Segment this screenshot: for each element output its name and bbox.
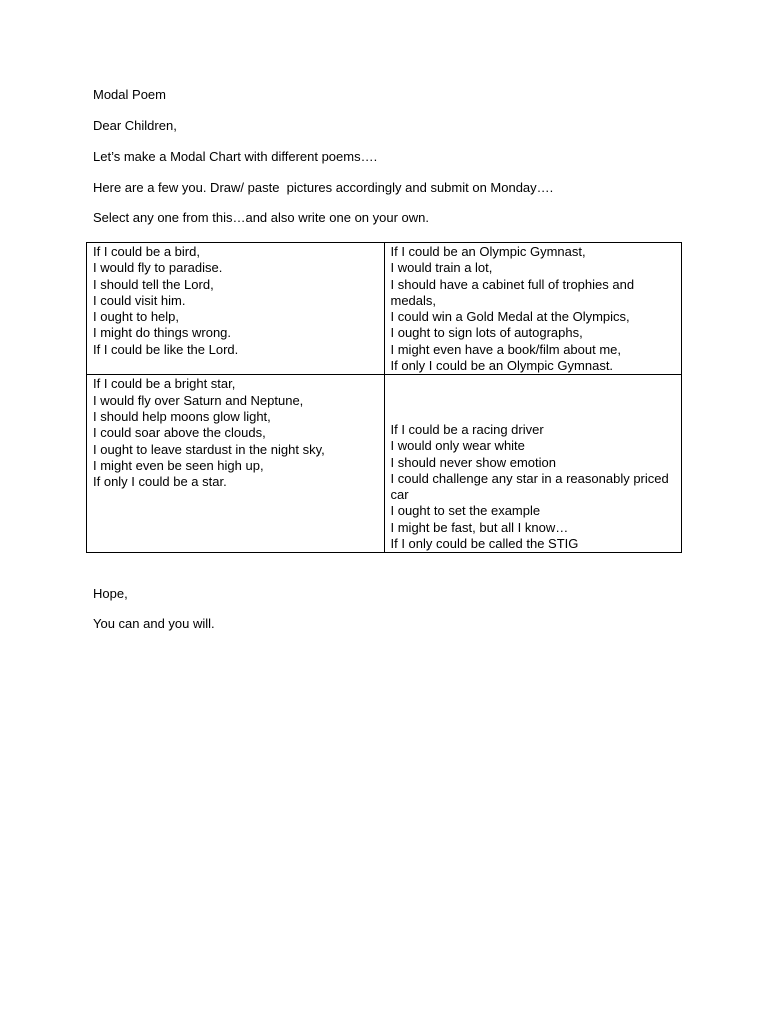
poem-line: I ought to leave stardust in the night sky, bbox=[93, 441, 325, 457]
closing-line: You can and you will. bbox=[93, 616, 215, 631]
poem-line: If I could be a bright star, bbox=[93, 376, 236, 392]
poem-line: I ought to help, bbox=[93, 309, 180, 325]
poem-line: If I could be a racing driver bbox=[390, 422, 544, 437]
table-row bbox=[87, 375, 682, 553]
poem-line: I would only wear white bbox=[390, 438, 525, 454]
poem-line: If I only could be called the STIG bbox=[390, 536, 579, 552]
poem-cell-driver bbox=[384, 375, 682, 553]
document-title: Modal Poem bbox=[93, 87, 166, 102]
poem-line: If I could be like the Lord. bbox=[93, 341, 239, 357]
poem-line: I could visit him. bbox=[93, 292, 186, 308]
poem-line: If I could be an Olympic Gymnast, bbox=[390, 244, 586, 259]
poem-cell-gymnast bbox=[384, 243, 682, 375]
closing-hope: Hope, bbox=[93, 586, 128, 601]
poem-table bbox=[86, 242, 682, 553]
instruction-paragraph: Here are a few you. Draw/ paste pictures accordingly and submit on Monday…. bbox=[93, 180, 554, 195]
poem-cell-star bbox=[87, 375, 385, 553]
poem-line: I might even have a book/film about me, bbox=[390, 341, 622, 357]
greeting: Dear Children, bbox=[93, 118, 177, 133]
poem-line: I ought to sign lots of autographs, bbox=[390, 325, 583, 341]
table-row bbox=[87, 243, 682, 375]
poem-line: I should help moons glow light, bbox=[93, 408, 271, 424]
poem-line: I would fly over Saturn and Neptune, bbox=[93, 392, 304, 408]
select-paragraph: Select any one from this…and also write one on your own. bbox=[93, 210, 430, 225]
poem-line: I could soar above the clouds, bbox=[93, 425, 266, 441]
poem-line: I should tell the Lord, bbox=[93, 276, 214, 292]
poem-line: I might even be seen high up, bbox=[93, 457, 264, 473]
poem-line: I could win a Gold Medal at the Olympics, bbox=[390, 309, 630, 325]
poem-line: If only I could be an Olympic Gymnast. bbox=[390, 358, 614, 374]
poem-line: I ought to set the example bbox=[390, 503, 541, 519]
poem-line: I might do things wrong. bbox=[93, 325, 232, 341]
poem-line: I might be fast, but all I know… bbox=[390, 519, 569, 535]
poem-line: I would fly to paradise. bbox=[93, 260, 223, 276]
poem-line: I would train a lot, bbox=[390, 260, 493, 276]
poem-line: If I could be a bird, bbox=[93, 244, 200, 259]
poem-line: I could challenge any star in a reasonably priced car bbox=[390, 470, 669, 503]
intro-paragraph: Let’s make a Modal Chart with different poems…. bbox=[93, 149, 378, 164]
poem-line: If only I could be a star. bbox=[93, 474, 227, 490]
poem-cell-bird bbox=[87, 243, 385, 375]
poem-line: I should have a cabinet full of trophies and medals, bbox=[390, 276, 635, 308]
poem-line: I should never show emotion bbox=[390, 454, 556, 470]
